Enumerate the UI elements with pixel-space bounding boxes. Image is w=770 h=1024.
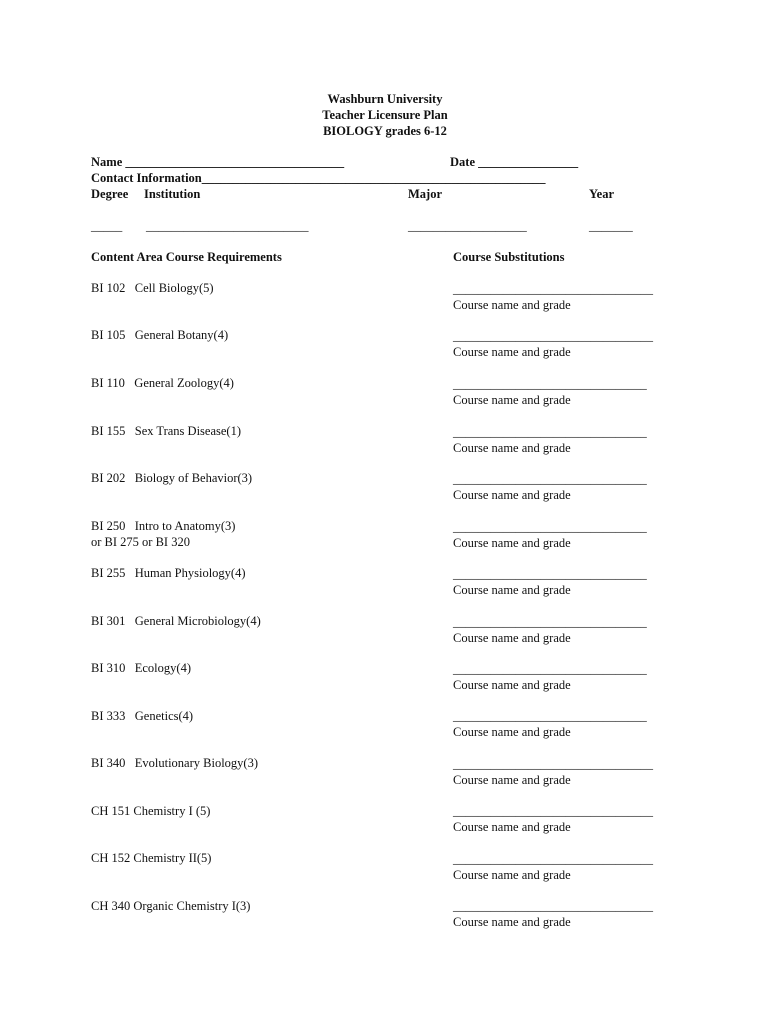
program-title: BIOLOGY grades 6-12 — [323, 124, 447, 138]
course-requirement: BI 301 General Microbiology(4) — [91, 614, 261, 628]
substitution-blank[interactable]: ________________________________ — [453, 852, 653, 866]
substitution-blank[interactable]: _______________________________ — [453, 709, 647, 723]
institution-label: Institution — [144, 187, 201, 201]
institution-blank[interactable]: __________________________ — [146, 219, 309, 233]
substitution-hint: Course name and grade — [453, 393, 571, 407]
year-blank[interactable]: _______ — [589, 219, 633, 233]
substitution-hint: Course name and grade — [453, 868, 571, 882]
substitution-hint: Course name and grade — [453, 725, 571, 739]
substitution-hint: Course name and grade — [453, 488, 571, 502]
substitution-hint: Course name and grade — [453, 441, 571, 455]
substitutions-heading: Course Substitutions — [453, 250, 565, 264]
substitution-hint: Course name and grade — [453, 536, 571, 550]
substitution-blank[interactable]: _______________________________ — [453, 567, 647, 581]
major-blank[interactable]: ___________________ — [408, 219, 527, 233]
substitution-hint: Course name and grade — [453, 583, 571, 597]
substitution-blank[interactable]: _______________________________ — [453, 615, 647, 629]
contact-field[interactable]: Contact Information_______________________________________________________ — [91, 171, 546, 185]
substitution-hint: Course name and grade — [453, 345, 571, 359]
university-title: Washburn University — [327, 92, 443, 106]
degree-label: Degree — [91, 187, 129, 201]
substitution-blank[interactable]: ________________________________ — [453, 282, 653, 296]
substitution-blank[interactable]: ________________________________ — [453, 329, 653, 343]
substitution-hint: Course name and grade — [453, 820, 571, 834]
substitution-blank[interactable]: _______________________________ — [453, 472, 647, 486]
substitution-blank[interactable]: _______________________________ — [453, 425, 647, 439]
course-requirement: CH 151 Chemistry I (5) — [91, 804, 211, 818]
degree-blank[interactable]: _____ — [91, 219, 123, 233]
course-requirement: BI 250 Intro to Anatomy(3) — [91, 519, 236, 533]
substitution-blank[interactable]: ________________________________ — [453, 757, 653, 771]
substitution-hint: Course name and grade — [453, 915, 571, 929]
substitution-hint: Course name and grade — [453, 298, 571, 312]
major-label: Major — [408, 187, 443, 201]
course-requirement: BI 110 General Zoology(4) — [91, 376, 234, 390]
substitution-hint: Course name and grade — [453, 631, 571, 645]
requirements-heading: Content Area Course Requirements — [91, 250, 282, 264]
substitution-hint: Course name and grade — [453, 678, 571, 692]
date-field[interactable]: Date ________________ — [450, 155, 579, 169]
substitution-blank[interactable]: _______________________________ — [453, 520, 647, 534]
course-requirement: BI 202 Biology of Behavior(3) — [91, 471, 253, 485]
course-requirement: BI 310 Ecology(4) — [91, 661, 191, 675]
course-alternative: or BI 275 or BI 320 — [91, 535, 190, 549]
substitution-blank[interactable]: ________________________________ — [453, 899, 653, 913]
course-requirement: BI 102 Cell Biology(5) — [91, 281, 214, 295]
year-label: Year — [589, 187, 614, 201]
course-requirement: BI 340 Evolutionary Biology(3) — [91, 756, 258, 770]
course-requirement: BI 155 Sex Trans Disease(1) — [91, 424, 241, 438]
course-requirement: CH 152 Chemistry II(5) — [91, 851, 212, 865]
name-field[interactable]: Name ___________________________________ — [91, 155, 345, 169]
substitution-blank[interactable]: _______________________________ — [453, 662, 647, 676]
substitution-blank[interactable]: ________________________________ — [453, 804, 653, 818]
course-requirement: BI 105 General Botany(4) — [91, 328, 229, 342]
substitution-hint: Course name and grade — [453, 773, 571, 787]
course-requirement: BI 333 Genetics(4) — [91, 709, 194, 723]
course-requirement: CH 340 Organic Chemistry I(3) — [91, 899, 251, 913]
course-requirement: BI 255 Human Physiology(4) — [91, 566, 246, 580]
substitution-blank[interactable]: _______________________________ — [453, 377, 647, 391]
plan-title: Teacher Licensure Plan — [322, 108, 448, 122]
